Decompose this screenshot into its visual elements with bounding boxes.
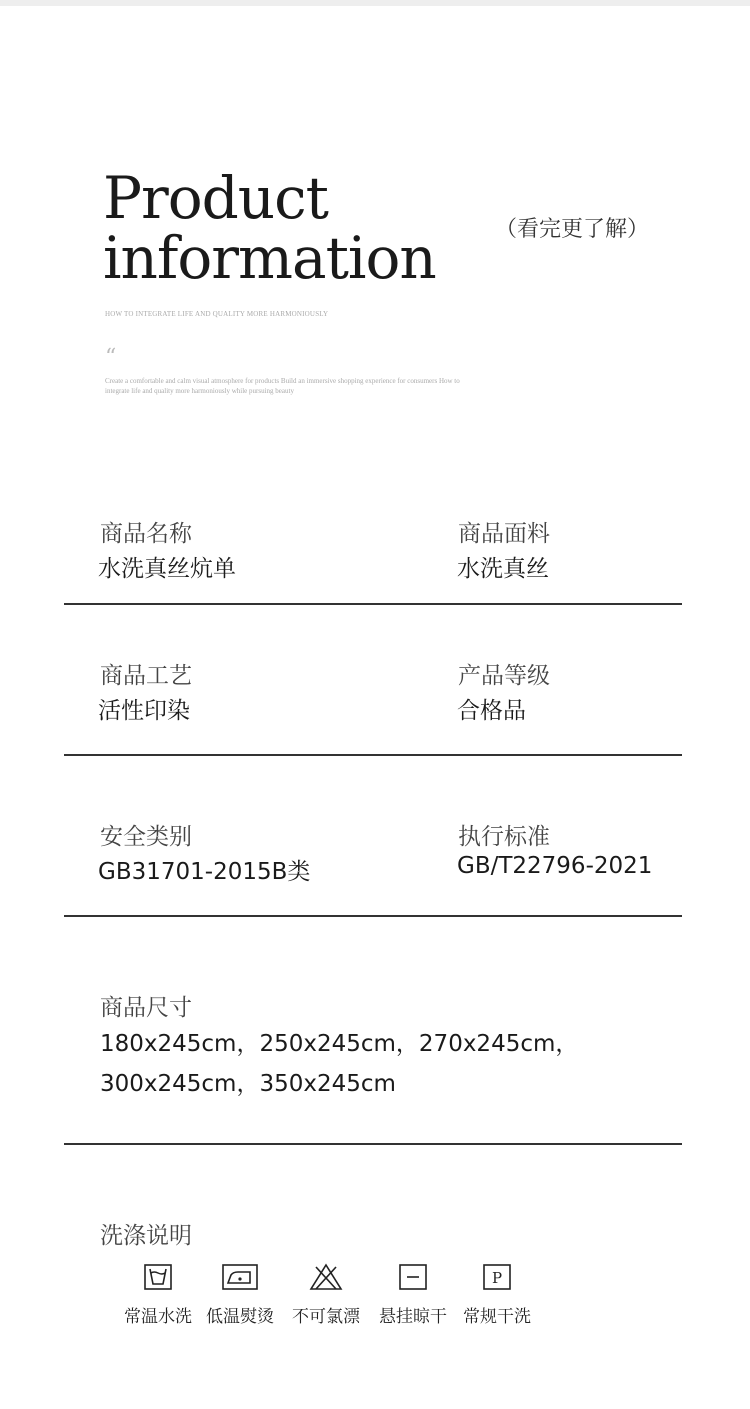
care-item-low-iron xyxy=(200,1262,280,1327)
care-label: 常温水洗 xyxy=(124,1307,192,1327)
size-line: 180x245cm，250x245cm，270x245cm， xyxy=(100,1031,579,1057)
spec-fabric-value: 水洗真丝 xyxy=(457,556,549,582)
care-item-hand-wash xyxy=(118,1262,198,1327)
spec-safety-value: GB31701-2015B类 xyxy=(98,859,311,885)
quote-mark: “ xyxy=(105,345,117,370)
hero-title-line1: Product xyxy=(103,164,328,232)
dry-clean-letter: P xyxy=(491,1269,503,1287)
hero-description: Create a comfortable and calm visual atmosphere for products Build an immersive shopping experience for consumers How to integrate life and quality more harmoniously while pursuing beauty xyxy=(105,377,460,395)
size-line: 300x245cm，350x245cm xyxy=(100,1071,396,1097)
care-item-dry-clean xyxy=(457,1262,537,1327)
spec-standard-label: 执行标准 xyxy=(458,824,550,850)
spec-fabric-label: 商品面料 xyxy=(458,521,550,547)
spec-grade-label: 产品等级 xyxy=(458,663,550,689)
top-bar xyxy=(0,0,750,6)
care-label: 不可氯漂 xyxy=(292,1307,360,1327)
spec-standard-value: GB/T22796-2021 xyxy=(457,853,653,879)
hero-title xyxy=(103,164,436,292)
care-item-no-bleach xyxy=(286,1262,366,1327)
divider xyxy=(64,754,682,756)
hero-hint: （看完更了解） xyxy=(495,217,650,242)
spec-name-value: 水洗真丝炕单 xyxy=(98,556,236,582)
divider xyxy=(64,1143,682,1145)
spec-name-label: 商品名称 xyxy=(100,521,192,547)
hang-dry-icon xyxy=(397,1262,429,1292)
spec-craft-label: 商品工艺 xyxy=(100,663,192,689)
care-label: 悬挂晾干 xyxy=(379,1307,447,1327)
spec-size-label: 商品尺寸 xyxy=(100,995,192,1021)
no-bleach-icon xyxy=(308,1262,344,1292)
spec-safety-label: 安全类别 xyxy=(100,824,192,850)
care-label: 低温熨烫 xyxy=(206,1307,274,1327)
dry-clean-p-icon xyxy=(481,1262,513,1292)
divider xyxy=(64,915,682,917)
spec-size-values xyxy=(100,1024,660,1104)
hero-title-line2: information xyxy=(103,224,436,292)
hand-wash-icon xyxy=(142,1262,174,1292)
spec-craft-value: 活性印染 xyxy=(98,698,190,724)
spec-grade-value: 合格品 xyxy=(457,698,526,724)
hero-tagline: HOW TO INTEGRATE LIFE AND QUALITY MORE HARMONIOUSLY xyxy=(105,310,329,318)
care-label: 常规干洗 xyxy=(463,1307,531,1327)
care-item-hang-dry xyxy=(373,1262,453,1327)
care-title: 洗涤说明 xyxy=(100,1223,192,1249)
divider xyxy=(64,603,682,605)
low-iron-icon xyxy=(221,1262,259,1292)
